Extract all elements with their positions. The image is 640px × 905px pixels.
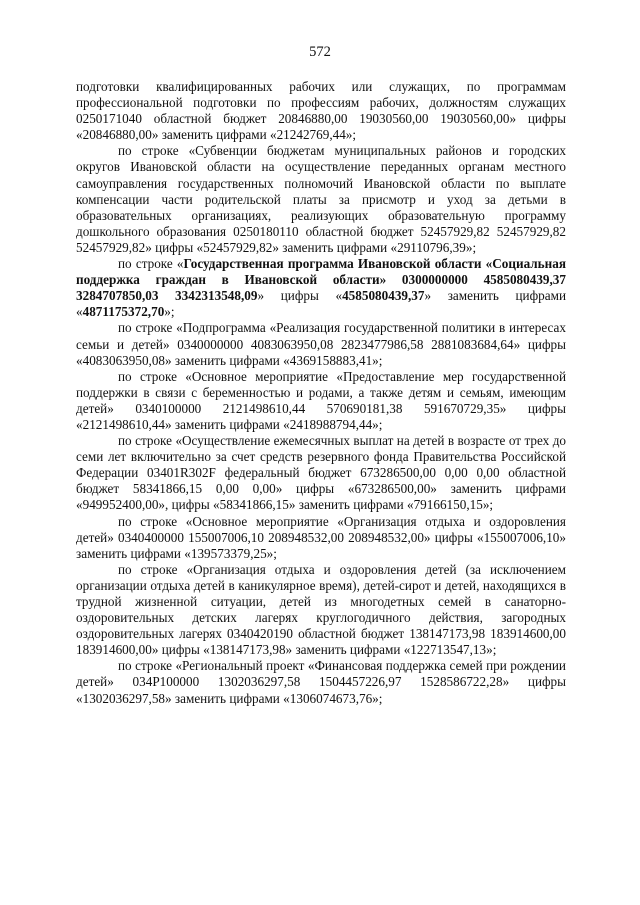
bold-old-value: 4585080439,37 xyxy=(342,288,425,304)
text-segment: » цифры « xyxy=(257,288,343,304)
document-body xyxy=(76,79,566,707)
paragraph xyxy=(76,369,566,433)
text-segment: по строке «Региональный проект «Финансовая поддержка семей при рождении детей» 034P100000 1302036297,58 1504457226,97 1528586722,28» цифры «1302036297,58» заменить цифрами «1306074673,76»; xyxy=(76,658,566,706)
bold-new-value: 4871175372,70 xyxy=(82,304,165,320)
text-segment: по строке «Организация отдыха и оздоровления детей (за исключением организации отдыха детей в каникулярное время), детей-сирот и детей, находящихся в трудной жизненной ситуации, детей из многодетных семей в санаторно-оздоровительных детских лагерях круглогодичного действия, загородных оздоровительных лагерях 0340420190 областной бюджет 138147173,98 183914600,00 183914600,00» цифры «138147173,98» заменить цифрами «122713547,13»; xyxy=(76,561,566,658)
text-segment: по строке «Осуществление ежемесячных выплат на детей в возрасте от трех до семи лет включительно за счет средств резервного фонда Правительства Российской Федерации 03401R302F федеральный бюджет 673286500,00 0,00 0,00 областной бюджет 58341866,15 0,00 0,00» цифры «673286500,00» заменить цифрами «949952400,00», цифры «58341866,15» заменить цифрами «79166150,15»; xyxy=(76,433,566,513)
page-number: 572 xyxy=(309,44,331,60)
paragraph xyxy=(76,433,566,513)
paragraph xyxy=(76,256,566,320)
text-segment: по строке «Субвенции бюджетам муниципальных районов и городских округов Ивановской области на осуществление переданных органам местного самоуправления государственных полномочий Ивановской области по выплате компенсации части родительской платы за присмотр и уход за детьми в образовательных организациях, реализующих образовательную программу дошкольного образования 0250180110 областной бюджет 52457929,82 52457929,82 52457929,82» цифры «52457929,82» заменить цифрами «29110796,39»; xyxy=(76,143,566,255)
text-segment: по строке «Подпрограмма «Реализация государственной политики в интересах семьи и детей» 0340000000 4083063950,08 2823477986,58 2881083684,64» цифры «4083063950,08» заменить цифрами «4369158883,41»; xyxy=(76,320,566,368)
paragraph xyxy=(76,79,566,143)
text-segment: подготовки квалифицированных рабочих или служащих, по программам профессиональной подготовки по профессиям рабочих, должностям служащих 0250171040 областной бюджет 20846880,00 19030560,00 19030560,00» цифры «20846880,00» заменить цифрами «21242769,44»; xyxy=(76,79,566,143)
text-segment: »; xyxy=(164,304,175,320)
text-segment: по строке «Основное мероприятие «Предоставление мер государственной поддержки в связи с беременностью и родами, а также детям и семьям, имеющим детей» 0340100000 2121498610,44 570690181,38 591670729,35» цифры «2121498610,44» заменить цифрами «2418988794,44»; xyxy=(76,368,566,432)
paragraph xyxy=(76,143,566,256)
text-segment: » заменить цифрами « xyxy=(76,288,567,320)
paragraph xyxy=(76,514,566,562)
paragraph xyxy=(76,658,566,706)
text-segment: по строке « xyxy=(118,256,184,272)
paragraph xyxy=(76,320,566,368)
text-segment: по строке «Основное мероприятие «Организация отдыха и оздоровления детей» 0340400000 155007006,10 208948532,00 208948532,00» цифры «155007006,10» заменить цифрами «139573379,25»; xyxy=(76,513,566,561)
bold-program-title: Государственная программа Ивановской области «Социальная поддержка граждан в Ивановской области» 0300000000 4585080439,37 3284707850,03 3342313548,09 xyxy=(76,256,566,304)
paragraph xyxy=(76,562,566,659)
